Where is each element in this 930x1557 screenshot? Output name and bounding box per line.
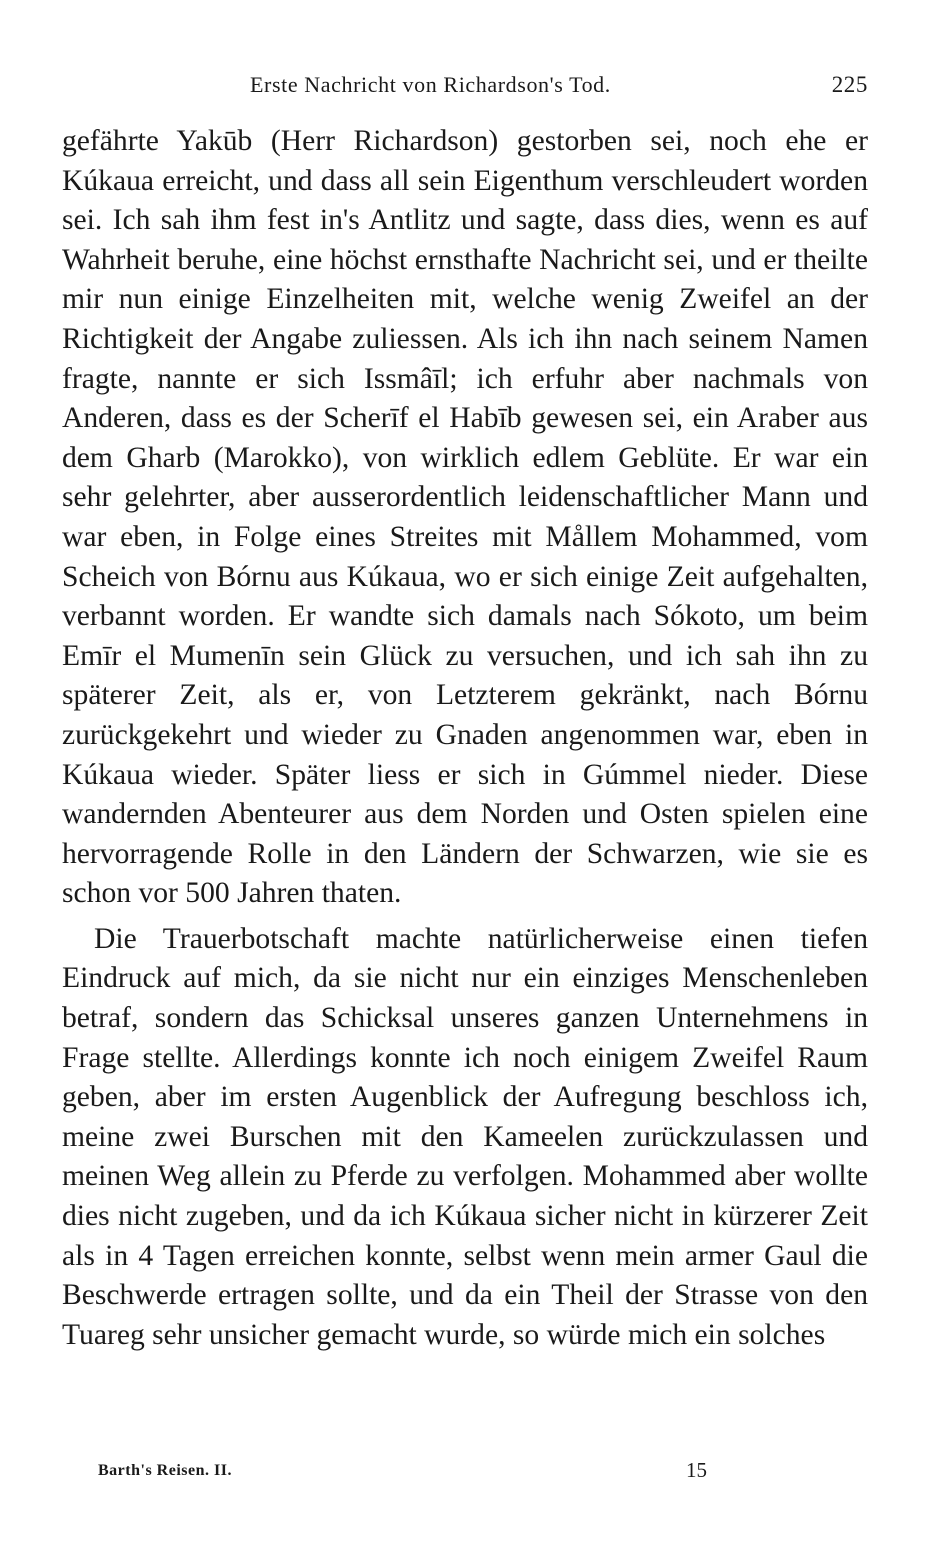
paragraph-2: Die Trauerbotschaft machte natürlicherweise einen tiefen Eindruck auf mich, da sie nicht nur ein einziges Menschenleben betraf, sondern das Schicksal unseres ganzen Unternehmens in Frage stellte. Allerdings konnte ich noch einigem Zweifel Raum geben, aber im ersten Augenblick der Aufregung beschloss ich, meine zwei Burschen mit den Kameelen zurückzulassen und meinen Weg allein zu Pferde zu verfolgen. Mohammed aber wollte dies nicht zugeben, und da ich Kúkaua sicher nicht in kürzerer Zeit als in 4 Tagen erreichen konnte, selbst wenn mein armer Gaul die Beschwerde ertragen sollte, und da ein Theil der Strasse von den Tuareg sehr unsicher gemacht wurde, so würde mich ein solches xyxy=(62,922,868,1351)
running-head xyxy=(62,62,868,110)
book-page xyxy=(62,62,868,1355)
page-number: 225 xyxy=(831,72,868,97)
paragraph-1: gefährte Yakūb (Herr Richardson) gestorben sei, noch ehe er Kúkaua erreicht, und dass all sein Eigenthum verschleudert worden sei. Ich sah ihm fest in's Antlitz und sagte, dass dies, wenn es auf Wahrheit beruhe, eine höchst ernsthafte Nachricht sei, und er theilte mir nun einige Einzelheiten mit, welche wenig Zweifel an der Richtigkeit der Angabe zuliessen. Als ich ihn nach seinem Namen fragte, nannte er sich Issmâīl; ich erfuhr aber nachmals von Anderen, dass es der Scherīf el Habīb gewesen sei, ein Araber aus dem Gharb (Marokko), von wirklich edlem Geblüte. Er war ein sehr gelehrter, aber ausserordentlich leidenschaftlicher Mann und war eben, in Folge eines Streites mit Mållem Mohammed, vom Scheich von Bórnu aus Kúkaua, wo er sich einige Zeit aufgehalten, verbannt worden. Er wandte sich damals nach Sókoto, um beim Emīr el Mumenīn sein Glück zu versuchen, und ich sah ihn zu späterer Zeit, als er, von Letzterem gekränkt, nach Bórnu zurückgekehrt und wieder zu Gnaden angenommen war, eben in Kúkaua wieder. Später liess er sich in Gúmmel nieder. Diese wandernden Abenteurer aus dem Norden und Osten spielen eine hervorragende Rolle in den Ländern der Schwarzen, wie sie es schon vor 500 Jahren thaten. xyxy=(62,125,868,910)
sheet-mark: 15 xyxy=(686,1458,707,1482)
footer-signature: Barth's Reisen. II. xyxy=(98,1462,232,1479)
body-text xyxy=(62,122,868,1355)
page-footer xyxy=(62,1458,868,1492)
running-title: Erste Nachricht von Richardson's Tod. xyxy=(250,72,611,97)
